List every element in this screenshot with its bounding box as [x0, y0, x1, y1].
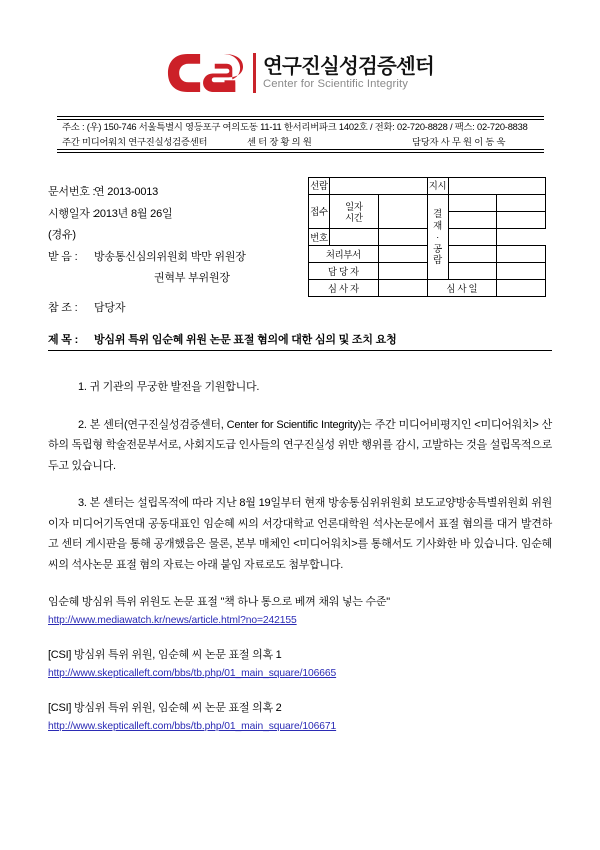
letterhead-address-box: [57, 116, 544, 153]
approval-stamp-table: [308, 177, 546, 297]
attachment-link-1: [48, 592, 552, 629]
attachment-title: 임순혜 방심위 특위 위원도 논문 표절 "책 하나 통으로 베껴 채워 넣는 수준": [48, 596, 390, 608]
attachment-link-2: [48, 645, 552, 682]
recipient-secondary: 권혁부 부위원장: [154, 272, 230, 284]
doc-date-row: [48, 204, 246, 226]
view-blank-cell[interactable]: [330, 178, 428, 195]
cc-value: 담당자: [94, 301, 126, 314]
approve-cell-4[interactable]: [497, 212, 546, 229]
attachment-url[interactable]: http://www.skepticalleft.com/bbs/tb.php/01_main_square/106671: [48, 721, 337, 732]
approve-cell-9[interactable]: [448, 263, 497, 280]
logo-korean-name: 연구진실성검증센터: [262, 54, 435, 78]
dept-blank-cell[interactable]: [378, 246, 427, 263]
doc-recipient-row: [48, 247, 246, 269]
approve-cell-2[interactable]: [497, 195, 546, 212]
review-date-label: 심 사 일: [427, 280, 497, 297]
letterhead-logo: [0, 0, 600, 94]
receipt-label: 접수: [309, 195, 330, 229]
date-time-label: 일자 시간: [330, 195, 379, 229]
approve-cell-1[interactable]: [448, 195, 497, 212]
title-label: 제 목 :: [48, 334, 79, 346]
csi-monogram-icon: [166, 52, 244, 94]
doc-number-row: [48, 182, 246, 204]
logo-english-name: Center for Scientific Integrity: [262, 77, 408, 90]
doc-date-value: 2013년 8월 26일: [94, 207, 173, 220]
page-title: [48, 331, 552, 351]
table-row: [309, 280, 546, 297]
dept-label: 처리부서: [309, 246, 379, 263]
title-text: 방심위 특위 임순혜 위원 논문 표절 혐의에 대한 심의 및 조치 요청: [94, 334, 397, 346]
paragraph-2: 2. 본 센터(연구진실성검증센터, Center for Scientific Integrity)는 주간 미디어비평지인 <미디어워치> 산하의 독립형 학술전문부서로, 사회지도급 인사들의 연구진실성 위반 행위를 감시, 고발하는 것을 설립목적으로 두고 있습니다.: [48, 418, 552, 472]
recipient-label: 받 음 :: [48, 250, 78, 263]
recipient-value: 방송통신심의위원회 박만 위원장: [94, 250, 246, 263]
document-body: [48, 377, 552, 751]
staff-name: 담당자 사 무 원 이 동 욱: [412, 137, 506, 147]
approve-cell-6[interactable]: [448, 229, 497, 246]
doc-date-label: 시행일자 :: [48, 207, 96, 220]
approve-cell-8[interactable]: [497, 246, 546, 263]
doc-via-row: (경유): [48, 229, 76, 241]
view-label: 선람: [309, 178, 330, 195]
attachment-title: [CSI] 방심위 특위 위원, 임순혜 씨 논문 표절 의혹 2: [48, 702, 282, 714]
paragraph-1: 1. 귀 기관의 무궁한 발전을 기원합니다.: [78, 381, 260, 393]
org-name: 주간 미디어워치 연구진실성검증센터: [62, 137, 208, 147]
person-label: 담 당 자: [309, 263, 379, 280]
number-label: 번호: [309, 229, 330, 246]
review-date-blank-cell[interactable]: [497, 280, 546, 297]
doc-number-label: 문서번호 :: [48, 186, 96, 198]
number-blank-cell[interactable]: [330, 229, 379, 246]
director-name: 센 터 장 황 의 원: [247, 137, 312, 147]
doc-cc-row: [48, 298, 246, 320]
contact-line: [57, 135, 544, 150]
approve-share-label: 결 재 · 공 람: [427, 195, 448, 280]
instruct-blank-cell[interactable]: [448, 178, 546, 195]
table-row: [309, 195, 546, 212]
reviewer-blank-cell[interactable]: [378, 280, 427, 297]
approve-cell-7[interactable]: [448, 246, 497, 263]
approve-cell-5[interactable]: [378, 229, 427, 246]
doc-number-value: 연 2013-0013: [94, 186, 159, 198]
approve-cell-3[interactable]: [448, 212, 497, 229]
person-blank-cell[interactable]: [378, 263, 427, 280]
attachment-title: [CSI] 방심위 특위 위원, 임순혜 씨 논문 표절 의혹 1: [48, 649, 282, 661]
address-line: 주소 : (우) 150-746 서울특별시 영등포구 여의도동 11-11 한서리버파크 1402호 / 전화: 02-720-8828 / 팩스: 02-720-8838: [62, 122, 528, 132]
attachment-url[interactable]: http://www.skepticalleft.com/bbs/tb.php/01_main_square/106665: [48, 668, 337, 679]
cc-label: 참 조 :: [48, 301, 78, 314]
date-time-blank-cell[interactable]: [378, 195, 427, 229]
attachment-link-3: [48, 698, 552, 735]
instruct-label: 지시: [427, 178, 448, 195]
reviewer-label: 심 사 자: [309, 280, 379, 297]
attachment-url[interactable]: http://www.mediawatch.kr/news/article.html?no=242155: [48, 615, 297, 626]
approve-cell-10[interactable]: [497, 263, 546, 280]
document-metadata: [48, 182, 246, 319]
paragraph-3: 3. 본 센터는 설립목적에 따라 지난 8월 19일부터 현재 방송통심위위원회 보도교양방송특별위원회 위원이자 미디어기독연대 공동대표인 임순혜 씨의 서강대학교 언론대학원 석사논문에서 표절 혐의를 대거 발견하고 센터 게시판을 통해 공개했음은 물론, 본부 매체인 <미디어워치>를 통해서도 기사화한 바 있습니다. 임순혜 씨의 석사논문 표절 혐의 자료는 아래 붙임 자료로도 첨부합니다.: [48, 497, 552, 571]
